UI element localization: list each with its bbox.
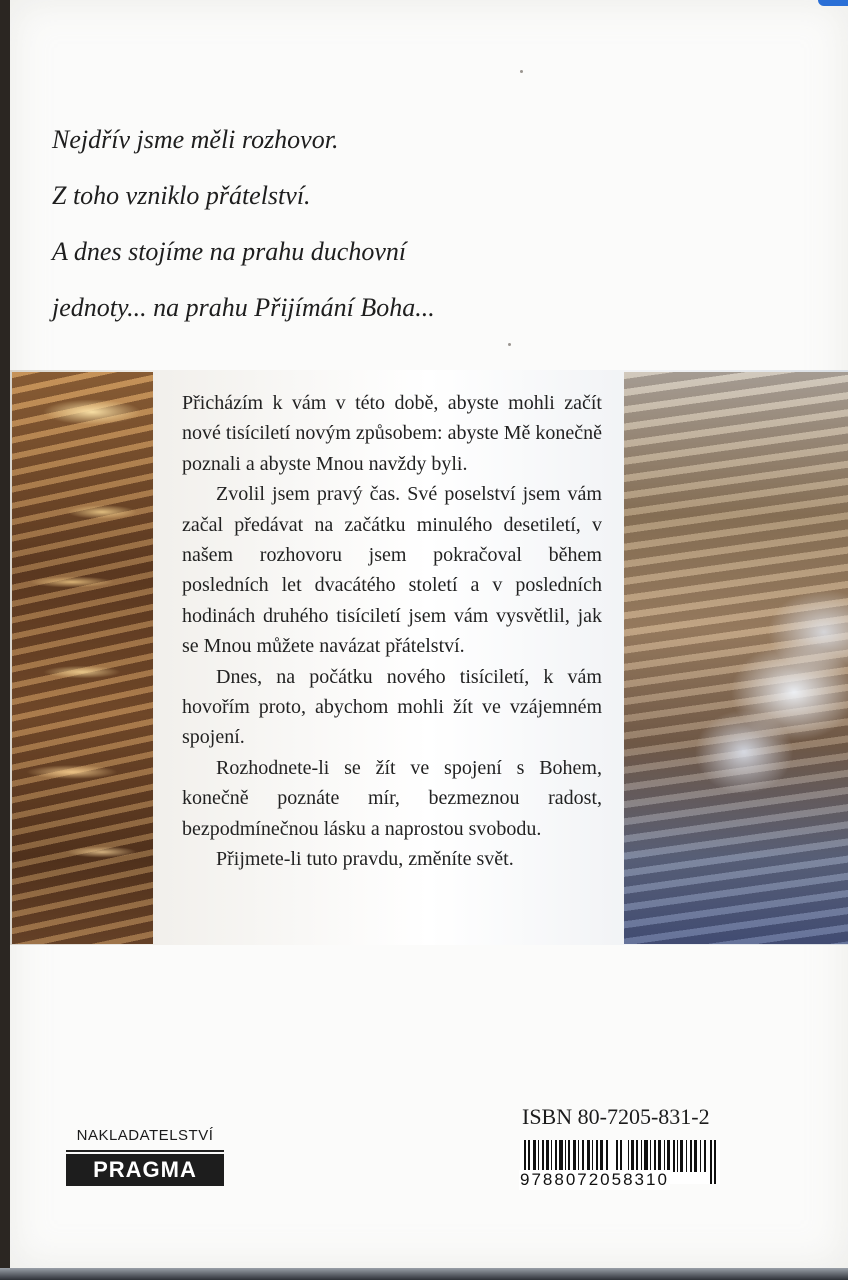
publisher-name: PRAGMA [66, 1154, 224, 1186]
publisher-logo [66, 1126, 224, 1186]
tagline-line: Nejdřív jsme měli rozhovor. [52, 125, 339, 154]
tagline [52, 112, 435, 336]
water-photo-left [12, 372, 153, 944]
tagline-line: A dnes stojíme na prahu duchovní [52, 237, 407, 266]
tagline-line: Z toho vzniklo přátelství. [52, 181, 311, 210]
publisher-rule [66, 1150, 224, 1152]
blurb-paragraph: Přijmete-li tuto pravdu, změníte svět. [216, 848, 514, 871]
blurb-paragraph: Přicházím k vám v této době, abyste mohli začít nové tisíciletí novým způsobem: abyste Mě konečně poznali a abyste Mnou navždy byli. [182, 392, 602, 475]
isbn-label: ISBN 80-7205-831-2 [522, 1104, 710, 1129]
wave-photo-right [624, 372, 848, 944]
blurb-paragraph: Dnes, na počátku nového tisíciletí, k vám hovořím proto, abychom mohli žít ve vzájemném spojení. [182, 665, 602, 749]
blurb-paragraph: Rozhodnete-li se žít ve spojení s Bohem, konečně poznáte mír, bezmeznou radost, bezpodmínečnou lásku a naprostou svobodu. [182, 756, 602, 840]
barcode-digits: 9788072058310 [520, 1170, 669, 1189]
blurb-paragraph: Zvolil jsem pravý čas. Své poselství jsem vám začal předávat na začátku minulého desetiletí, v našem rozhovoru jsem pokračoval během posledních let dvacátého století a v posledních hodinách druhého tisíciletí jsem vám vysvětlil, jak se Mnou můžete navázat přátelství. [182, 483, 602, 658]
tagline-line: jednoty... na prahu Přijímání Boha... [52, 293, 435, 322]
corner-blue-mark [818, 0, 848, 6]
blurb-text [182, 388, 602, 875]
cover-bottom-edge [0, 1268, 848, 1280]
paper-speck [520, 70, 523, 73]
paper-speck [508, 343, 511, 346]
publisher-label: NAKLADATELSTVÍ [76, 1127, 214, 1144]
